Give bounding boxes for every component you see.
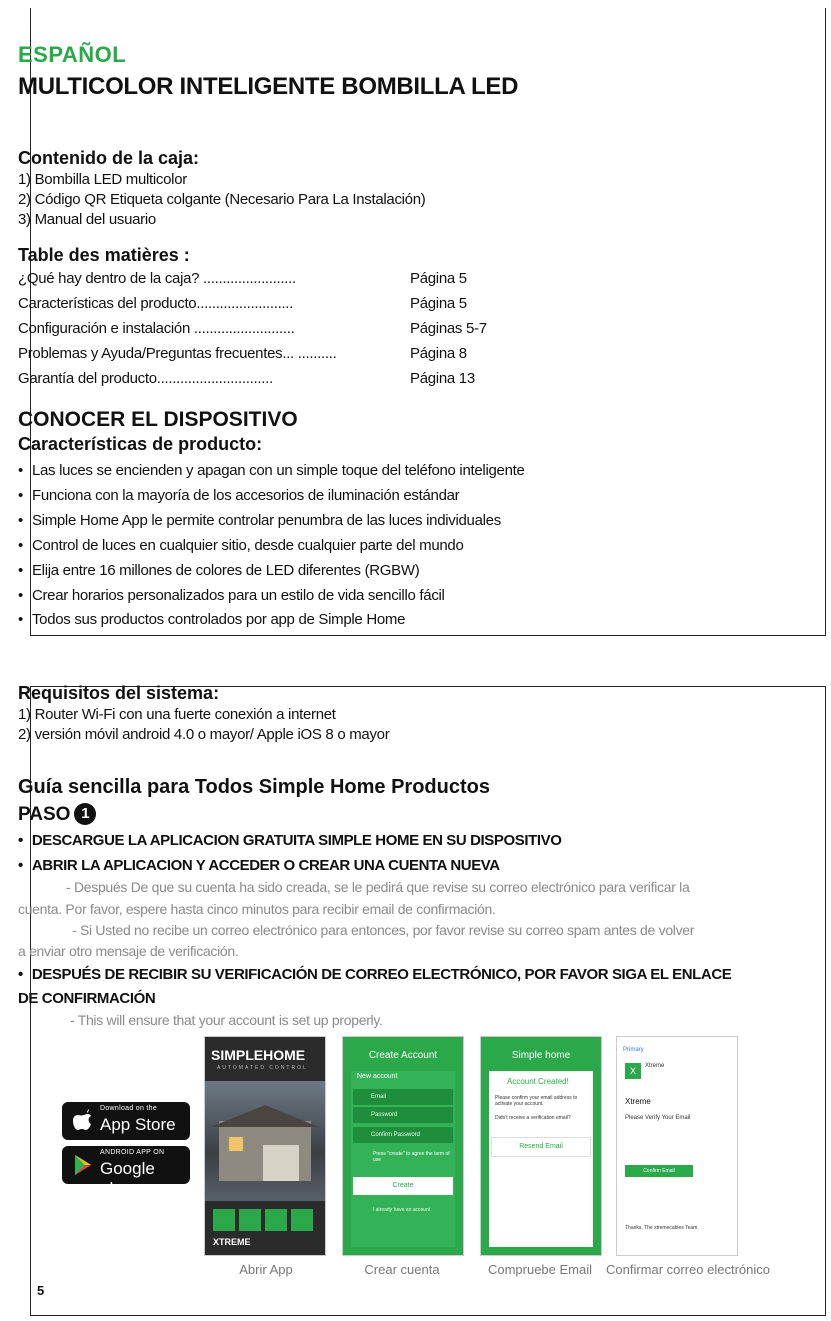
- step-instruction: DE CONFIRMACIÓN: [18, 990, 156, 1007]
- confirm-email-button[interactable]: Confirm Email: [625, 1165, 693, 1177]
- feature-item: • Simple Home App le permite controlar penumbra de las luces individuales: [18, 512, 501, 529]
- features-heading: Características de producto:: [18, 434, 263, 454]
- toc-label: Configuración e instalación ..........................: [18, 320, 295, 337]
- have-account-link[interactable]: I already have an account: [373, 1207, 431, 1213]
- feature-item: • Elija entre 16 millones de colores de LED diferentes (RGBW): [18, 562, 419, 579]
- email-field[interactable]: Email: [353, 1089, 453, 1105]
- note-text: - Si Usted no recibe un correo electrónico para entonces, por favor revise su correo spam antes de volver: [72, 922, 695, 938]
- app-brand-sub: AUTOMATED CONTROL: [217, 1065, 308, 1071]
- create-button[interactable]: Create: [353, 1177, 453, 1195]
- feature-item: • Funciona con la mayoría de los accesorios de iluminación estándar: [18, 487, 459, 504]
- note-text: a enviar otro mensaje de verificación.: [18, 943, 239, 959]
- toc-label: Garantía del producto..............................: [18, 370, 273, 387]
- guide-heading: Guía sencilla para Todos Simple Home Productos: [18, 776, 490, 798]
- requirements-heading: Requisitos del sistema:: [18, 683, 220, 703]
- toc-page: Página 8: [410, 345, 467, 362]
- app-footer-brand: XTREME: [213, 1237, 251, 1247]
- page-number: 5: [37, 1283, 45, 1298]
- feature-item: • Control de luces en cualquier sitio, desde cualquier parte del mundo: [18, 537, 464, 554]
- apple-icon: [72, 1109, 94, 1133]
- lock-icon: [291, 1209, 313, 1231]
- language-heading: ESPAÑOL: [18, 42, 127, 67]
- app-store-label: App Store: [100, 1115, 176, 1134]
- sender-heading: Xtreme: [625, 1097, 651, 1106]
- toc-heading: Table des matières :: [18, 245, 190, 265]
- email-signature: Thanks, The xtremecables Team: [625, 1225, 698, 1231]
- toc-label: Problemas y Ayuda/Preguntas frecuentes... ..........: [18, 345, 337, 362]
- toc-page: Página 5: [410, 295, 467, 312]
- google-play-small: ANDROID APP ON: [100, 1149, 165, 1156]
- phone-create-account: [342, 1036, 464, 1256]
- phone-verify-email: [480, 1036, 602, 1256]
- app-store-small: Download on the: [100, 1105, 158, 1112]
- google-play-badge[interactable]: [62, 1146, 190, 1198]
- caption-open-app: Abrir App: [239, 1262, 293, 1277]
- lamp-icon: [213, 1209, 235, 1231]
- feature-item: • Crear horarios personalizados para un estilo de vida sencillo fácil: [18, 587, 445, 604]
- caption-create-account: Crear cuenta: [364, 1262, 440, 1277]
- play-icon: [72, 1153, 94, 1177]
- sender-avatar: X: [625, 1063, 641, 1079]
- step-label: [18, 803, 96, 826]
- email-subject: Please Verify Your Email: [625, 1115, 691, 1121]
- caption-check-email: Compruebe Email: [487, 1262, 593, 1277]
- step-number-badge: 1: [74, 803, 96, 825]
- app-store-badge[interactable]: [62, 1102, 190, 1140]
- step-instruction: • DESPUÉS DE RECIBIR SU VERIFICACIÓN DE CORREO ELECTRÓNICO, POR FAVOR SIGA EL ENLACE: [18, 966, 731, 983]
- phone-app-splash: [204, 1036, 326, 1256]
- feature-item: • Todos sus productos controlados por app de Simple Home: [18, 611, 405, 628]
- confirm-password-field[interactable]: Confirm Password: [353, 1127, 453, 1143]
- house-image: [205, 1081, 325, 1201]
- box-item: 3) Manual del usuario: [18, 211, 156, 228]
- box-contents-heading: Contenido de la caja:: [18, 148, 200, 168]
- camera-icon: [239, 1209, 261, 1231]
- toc-label: ¿Qué hay dentro de la caja? ........................: [18, 270, 296, 287]
- account-created-text: Account Created!: [507, 1077, 569, 1086]
- create-title: Create Account: [368, 1050, 438, 1061]
- box-item: 2) Código QR Etiqueta colgante (Necesario Para La Instalación): [18, 191, 426, 208]
- sender-name: Xtreme: [645, 1063, 665, 1069]
- terms-text: Press "create" to agree the term of use: [373, 1151, 450, 1163]
- toc-page: Página 5: [410, 270, 467, 287]
- step-instruction: • ABRIR LA APLICACION Y ACCEDER O CREAR UNA CUENTA NUEVA: [18, 857, 500, 874]
- app-brand: SIMPLEHOME: [211, 1047, 306, 1063]
- toc-page: Página 13: [410, 370, 475, 387]
- toc-page: Páginas 5-7: [410, 320, 487, 337]
- step-label-text: PASO: [18, 804, 71, 825]
- requirement-item: 2) versión móvil android 4.0 o mayor/ Apple iOS 8 o mayor: [18, 726, 390, 743]
- inbox-folder[interactable]: Primary: [623, 1047, 644, 1053]
- note-text: - This will ensure that your account is set up properly.: [70, 1012, 383, 1028]
- feature-item: • Las luces se encienden y apagan con un simple toque del teléfono inteligente: [18, 462, 525, 479]
- note-text: - Después De que su cuenta ha sido creada, se le pedirá que revise su correo electrónico para verificar la: [66, 879, 690, 895]
- verify-title: Simple home: [511, 1050, 571, 1061]
- box-item: 1) Bombilla LED multicolor: [18, 171, 187, 188]
- product-title: MULTICOLOR INTELIGENTE BOMBILLA LED: [18, 73, 519, 100]
- requirement-item: 1) Router Wi-Fi con una fuerte conexión a internet: [18, 706, 336, 723]
- google-play-label: Google play: [100, 1159, 155, 1198]
- verify-question: Didn't receive a verification email?: [495, 1115, 571, 1121]
- caption-confirm-email: Confirmar correo electrónico: [605, 1262, 770, 1277]
- create-section: New account: [357, 1073, 398, 1080]
- verify-message: Please confirm your email address to activate your account.: [495, 1095, 578, 1107]
- note-text: cuenta. Por favor, espere hasta cinco minutos para recibir email de confirmación.: [18, 901, 496, 917]
- password-field[interactable]: Password: [353, 1107, 453, 1123]
- bulb-icon: [265, 1209, 287, 1231]
- phone-confirm-email: [616, 1036, 738, 1256]
- toc-label: Características del producto.........................: [18, 295, 294, 312]
- step-instruction: • DESCARGUE LA APLICACION GRATUITA SIMPLE HOME EN SU DISPOSITIVO: [18, 832, 562, 849]
- device-heading: CONOCER EL DISPOSITIVO: [18, 408, 298, 431]
- resend-email-button[interactable]: Resend Email: [491, 1137, 591, 1157]
